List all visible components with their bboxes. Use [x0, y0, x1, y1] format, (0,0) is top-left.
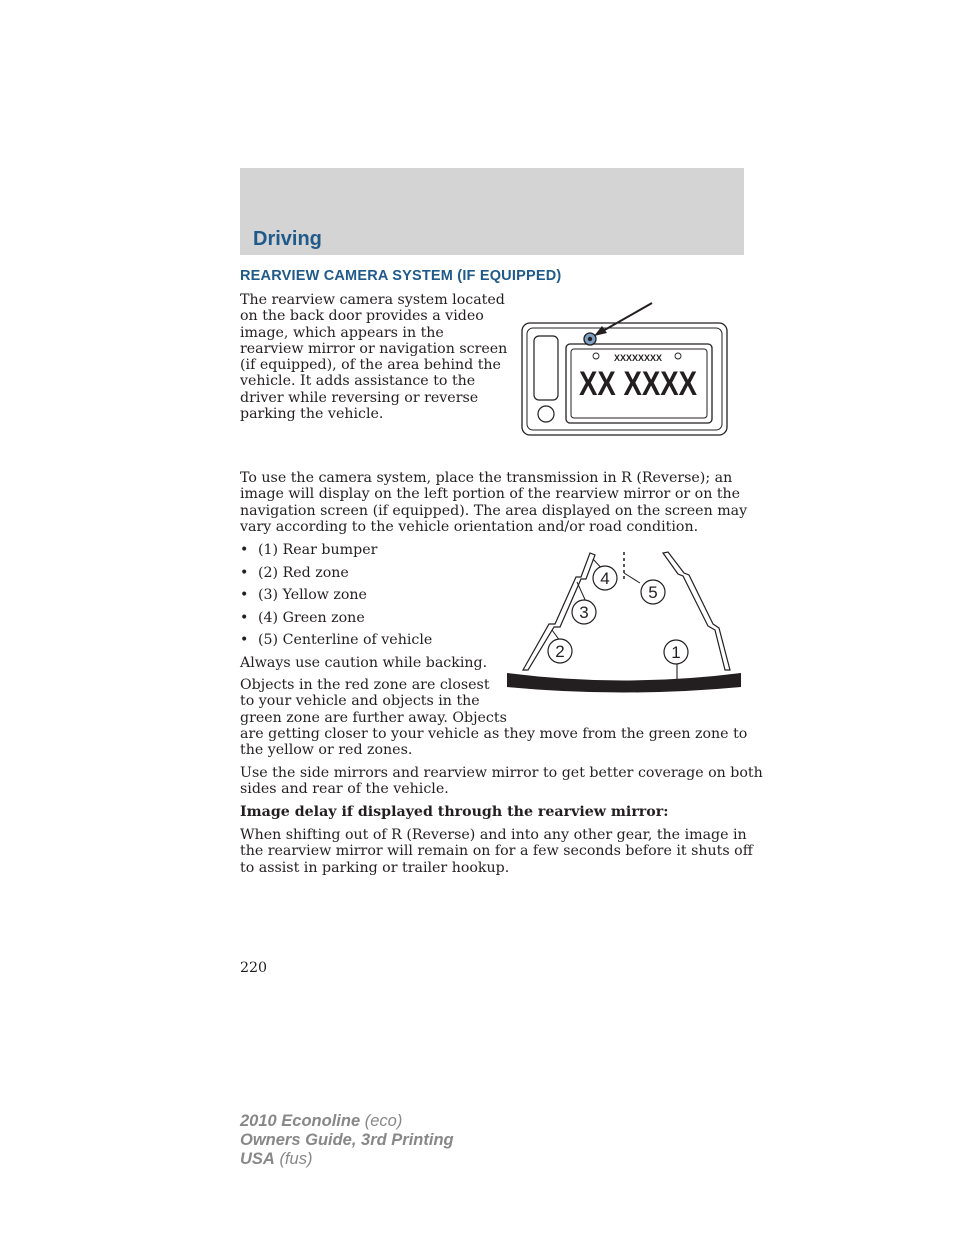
intro-line: The rearview camera system located — [240, 292, 505, 308]
footer-region: USA — [240, 1150, 275, 1168]
list-item — [240, 631, 432, 654]
mirrors-paragraph — [240, 765, 763, 798]
list-item — [240, 609, 432, 632]
label-2: 2 — [555, 642, 565, 661]
plate-small-text: XXXXXXXX — [613, 353, 663, 363]
list-item-text: (4) Green zone — [258, 609, 365, 626]
mirrors-line: Use the side mirrors and rearview mirror to get better coverage on both — [240, 765, 763, 781]
intro-line: on the back door provides a video — [240, 308, 484, 325]
bullet-icon: • — [240, 632, 249, 649]
intro-line: image, which appears in the — [240, 324, 444, 341]
zones-line: the yellow or red zones. — [240, 742, 413, 759]
footer-guide: Owners Guide, 3rd Printing — [240, 1131, 454, 1149]
label-3: 3 — [579, 603, 589, 622]
delay-line: the rearview mirror will remain on for a few seconds before it shuts off — [240, 843, 753, 860]
intro-line: (if equipped), of the area behind the — [240, 357, 501, 374]
zones-paragraph — [240, 677, 747, 758]
bullet-icon: • — [240, 564, 249, 581]
list-item-text: (3) Yellow zone — [258, 587, 367, 604]
zone-list — [240, 541, 432, 654]
list-item-text: (5) Centerline of vehicle — [258, 632, 433, 649]
footer — [240, 1112, 454, 1169]
usage-line: image will display on the left portion of the rearview mirror or on the — [240, 486, 741, 503]
camera-zones-figure — [503, 546, 745, 698]
camera-plate-figure — [515, 298, 735, 440]
usage-line: navigation screen (if equipped). The area displayed on the screen may — [240, 502, 748, 519]
intro-line: vehicle. It adds assistance to the — [240, 373, 476, 390]
page-number: 220 — [240, 960, 268, 976]
usage-paragraph — [240, 470, 747, 535]
list-item — [240, 586, 432, 609]
section-title: Driving — [253, 228, 322, 250]
zones-line: Objects in the red zone are closest — [240, 677, 490, 693]
plate-large-text: XX XXXX — [579, 365, 698, 403]
housing-light — [534, 336, 558, 400]
page-heading: REARVIEW CAMERA SYSTEM (IF EQUIPPED) — [240, 268, 562, 284]
bullet-icon: • — [240, 542, 249, 558]
list-item-text: (1) Rear bumper — [258, 542, 378, 558]
bullet-icon: • — [240, 609, 249, 626]
intro-line: rearview mirror or navigation screen — [240, 340, 508, 357]
list-item-text: (2) Red zone — [258, 564, 349, 581]
intro-line: parking the vehicle. — [240, 406, 384, 423]
zones-line: are getting closer to your vehicle as they move from the green zone to — [240, 725, 748, 742]
intro-paragraph — [240, 292, 507, 422]
bullet-icon: • — [240, 587, 249, 604]
footer-model-code: (eco) — [364, 1112, 403, 1130]
delay-line: to assist in parking or trailer hookup. — [240, 859, 510, 876]
footer-model: 2010 Econoline — [240, 1112, 361, 1130]
caution-text: Always use caution while backing. — [240, 655, 488, 671]
delay-line: When shifting out of R (Reverse) and into any other gear, the image in — [240, 827, 747, 843]
list-item — [240, 564, 432, 587]
label-1: 1 — [671, 643, 681, 662]
delay-heading: Image delay if displayed through the rearview mirror: — [240, 804, 669, 820]
mirrors-line: sides and rear of the vehicle. — [240, 781, 449, 798]
usage-line: To use the camera system, place the transmission in R (Reverse); an — [240, 470, 733, 486]
usage-line: vary according to the vehicle orientation and/or road condition. — [240, 518, 699, 535]
label-4: 4 — [600, 569, 610, 588]
intro-line: driver while reversing or reverse — [240, 389, 479, 406]
footer-region-code: (fus) — [279, 1150, 313, 1168]
delay-paragraph — [240, 827, 753, 876]
list-item — [240, 541, 432, 564]
label-5: 5 — [648, 583, 658, 602]
zones-line: to your vehicle and objects in the — [240, 693, 480, 710]
housing-button — [538, 406, 554, 422]
zones-line: green zone are further away. Objects — [240, 709, 507, 726]
